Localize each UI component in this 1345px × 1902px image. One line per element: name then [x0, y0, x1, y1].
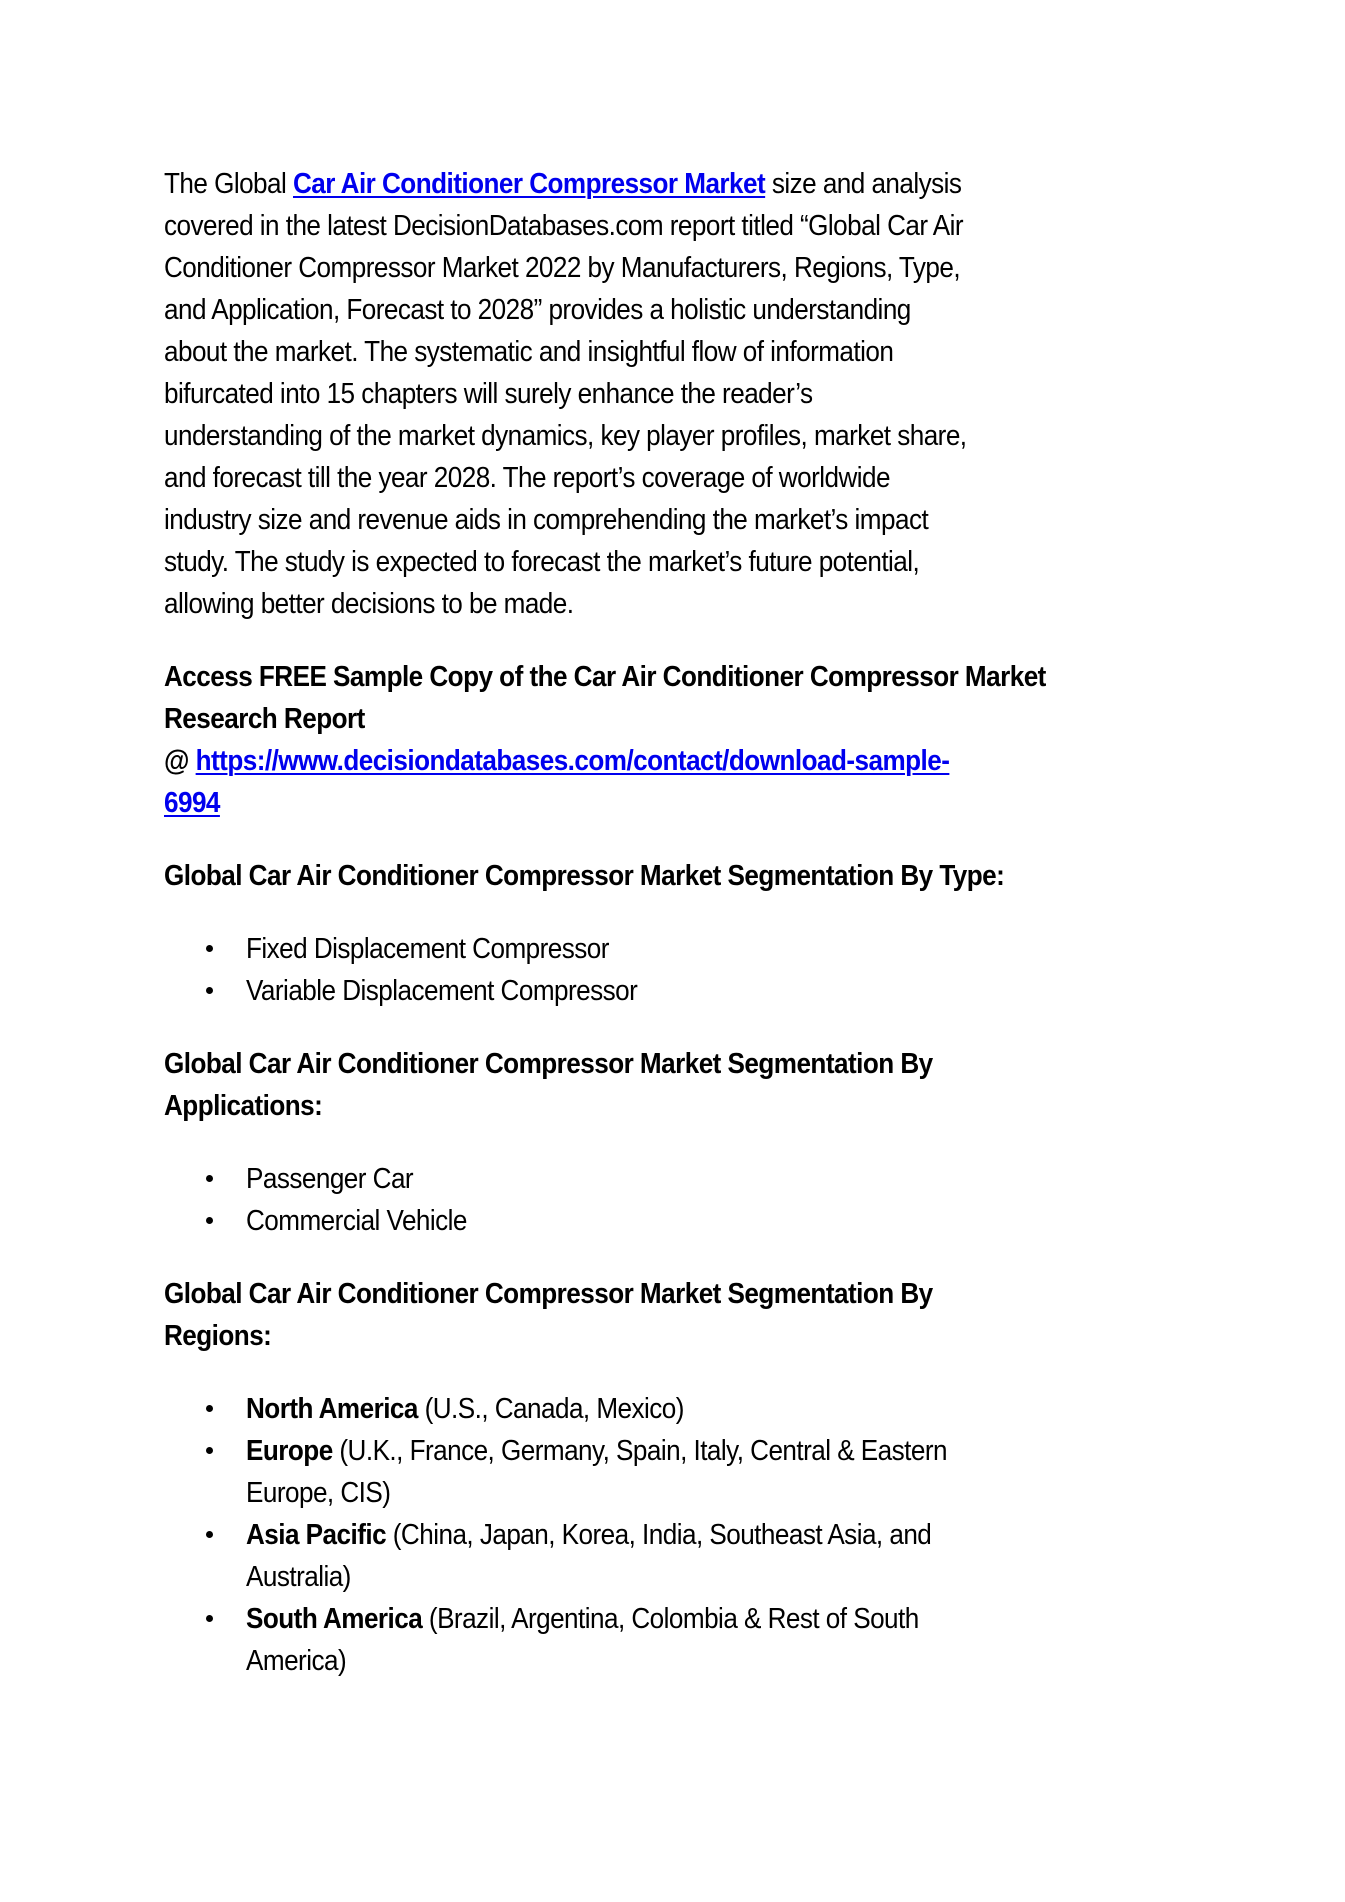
- sample-heading-cont: Research Report: [164, 703, 365, 735]
- segmentation-regions-heading-cont: Regions:: [164, 1320, 272, 1352]
- at-symbol: @: [164, 745, 196, 777]
- region-text: [246, 1598, 919, 1640]
- sample-download-link-cont[interactable]: 6994: [164, 787, 220, 819]
- region-name: Asia Pacific: [246, 1519, 387, 1551]
- segmentation-applications-heading: Global Car Air Conditioner Compressor Market Segmentation By: [164, 1048, 933, 1080]
- intro-line-1: [164, 163, 961, 205]
- bullet-icon: [206, 1217, 213, 1224]
- bullet-icon: [206, 1531, 213, 1538]
- list-item-text: Commercial Vehicle: [246, 1205, 467, 1237]
- region-name: South America: [246, 1603, 423, 1635]
- region-countries: (U.S., Canada, Mexico): [417, 1393, 684, 1425]
- intro-line: Conditioner Compressor Market 2022 by Manufacturers, Regions, Type,: [164, 252, 961, 284]
- sample-download-link[interactable]: https://www.decisiondatabases.com/contact/download-sample-: [195, 745, 950, 777]
- intro-line: industry size and revenue aids in comprehending the market’s impact: [164, 504, 929, 536]
- bullet-icon: [206, 987, 213, 994]
- intro-line: allowing better decisions to be made.: [164, 588, 574, 620]
- intro-line: and forecast till the year 2028. The report’s coverage of worldwide: [164, 462, 890, 494]
- region-countries: (Brazil, Argentina, Colombia & Rest of South: [422, 1603, 919, 1635]
- sample-url-line: [164, 740, 949, 782]
- list-item-text: Fixed Displacement Compressor: [246, 933, 609, 965]
- sample-url-line-2: [164, 782, 220, 824]
- region-countries: (U.K., France, Germany, Spain, Italy, Central & Eastern: [332, 1435, 947, 1467]
- region-text: [246, 1430, 947, 1472]
- bullet-icon: [206, 1615, 213, 1622]
- list-item-text: Variable Displacement Compressor: [246, 975, 638, 1007]
- bullet-icon: [206, 1447, 213, 1454]
- region-text: [246, 1514, 931, 1556]
- region-text: [246, 1388, 684, 1430]
- sample-heading: Access FREE Sample Copy of the Car Air Conditioner Compressor Market: [164, 661, 1046, 693]
- list-item-text: Passenger Car: [246, 1163, 414, 1195]
- region-countries: (China, Japan, Korea, India, Southeast Asia, and: [386, 1519, 932, 1551]
- bullet-icon: [206, 1175, 213, 1182]
- bullet-icon: [206, 945, 213, 952]
- segmentation-applications-heading-cont: Applications:: [164, 1090, 323, 1122]
- bullet-icon: [206, 1405, 213, 1412]
- intro-line: about the market. The systematic and insightful flow of information: [164, 336, 894, 368]
- region-countries-cont: Europe, CIS): [246, 1477, 391, 1509]
- segmentation-type-heading: Global Car Air Conditioner Compressor Market Segmentation By Type:: [164, 860, 1005, 892]
- intro-line: covered in the latest DecisionDatabases.com report titled “Global Car Air: [164, 210, 964, 242]
- region-name: Europe: [246, 1435, 333, 1467]
- intro-line: understanding of the market dynamics, key player profiles, market share,: [164, 420, 967, 452]
- intro-line: and Application, Forecast to 2028” provides a holistic understanding: [164, 294, 911, 326]
- segmentation-regions-heading: Global Car Air Conditioner Compressor Market Segmentation By: [164, 1278, 933, 1310]
- intro-line: study. The study is expected to forecast the market’s future potential,: [164, 546, 920, 578]
- region-name: North America: [246, 1393, 418, 1425]
- region-countries-cont: America): [246, 1645, 347, 1677]
- intro-prefix: The Global: [164, 168, 293, 200]
- intro-line: bifurcated into 15 chapters will surely enhance the reader’s: [164, 378, 813, 410]
- intro-suffix: size and analysis: [765, 168, 962, 200]
- market-title-link[interactable]: Car Air Conditioner Compressor Market: [292, 168, 766, 200]
- region-countries-cont: Australia): [246, 1561, 351, 1593]
